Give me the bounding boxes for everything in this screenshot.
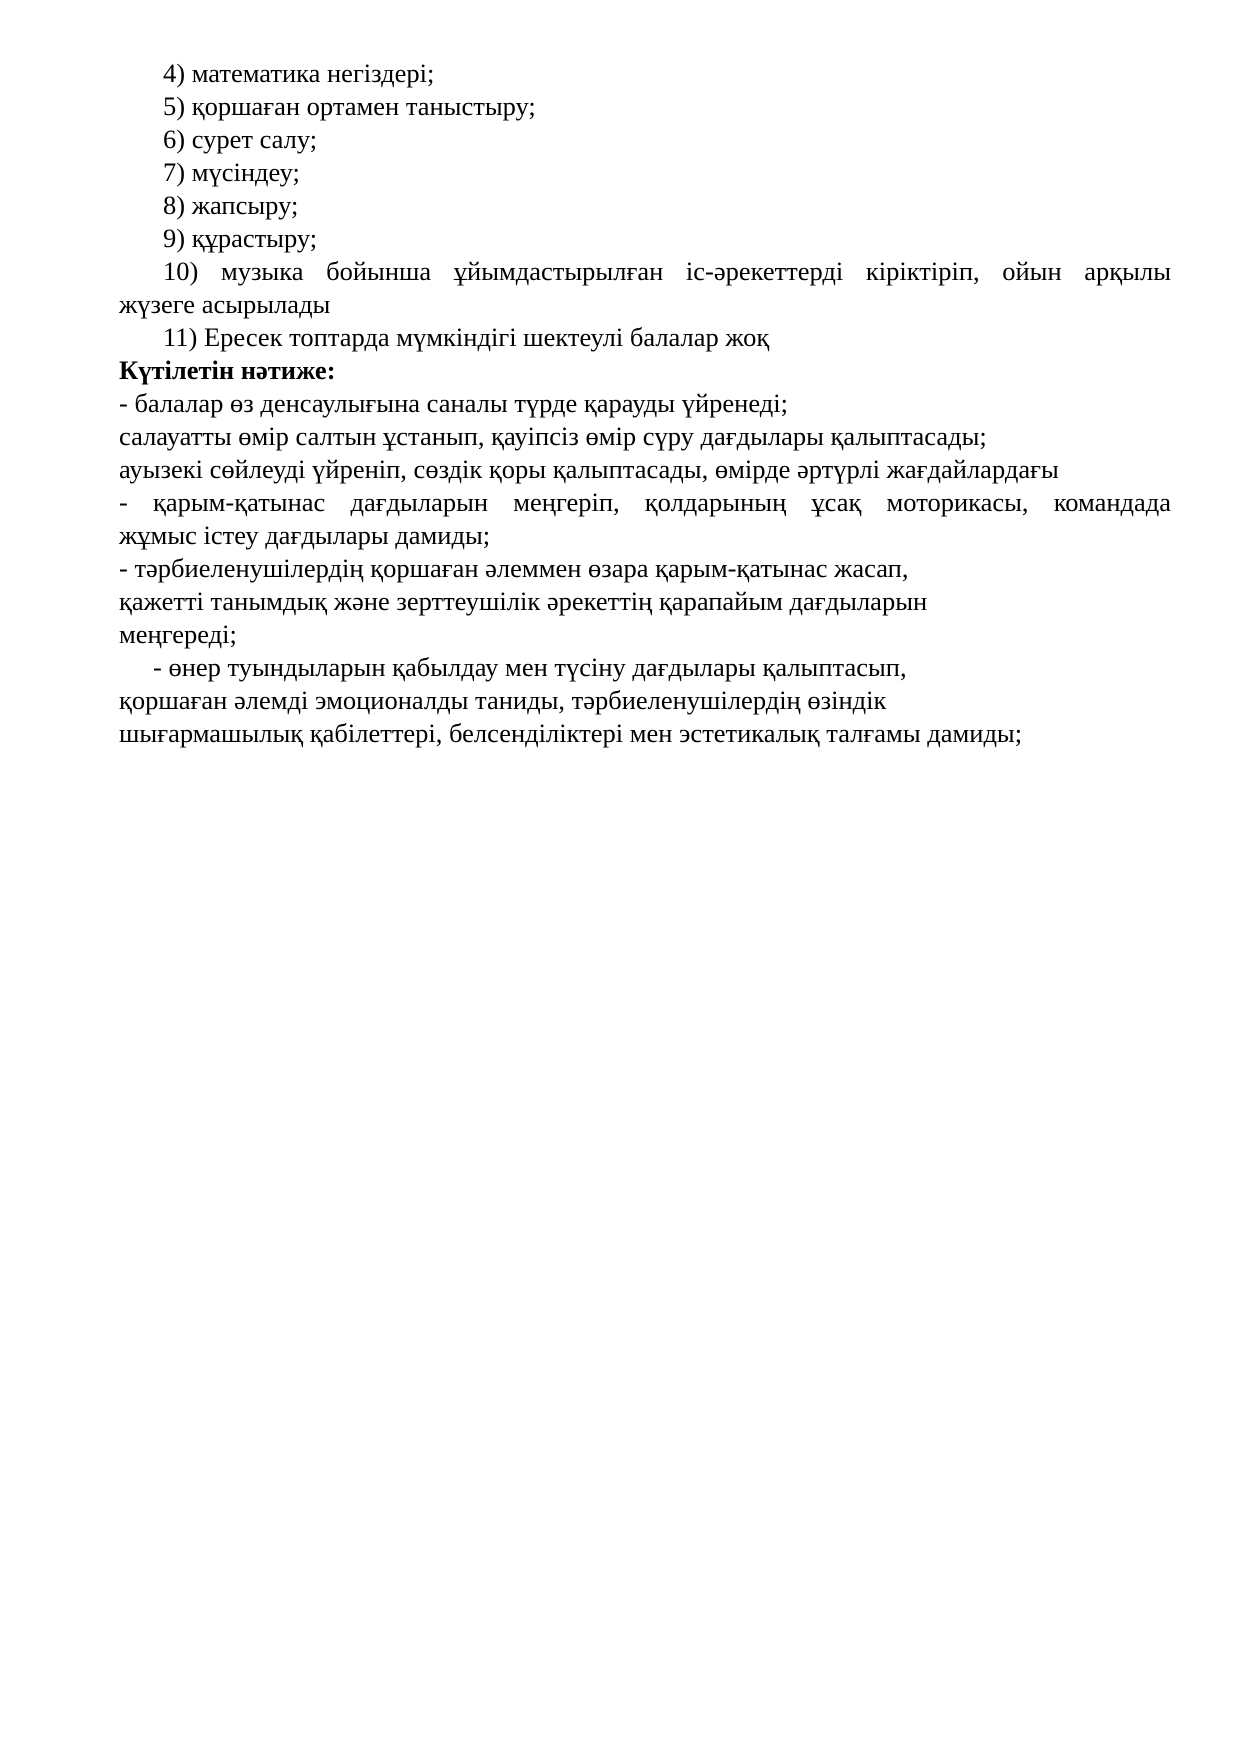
list-item: 7) мүсіндеу; [163, 157, 300, 187]
list-item: 9) құрастыру; [163, 223, 318, 253]
results-line: - тәрбиеленушілердің қоршаған әлеммен өзара қарым-қатынас жасап, [119, 553, 909, 583]
list-item: 6) сурет салу; [163, 124, 318, 154]
results-bullet-line: - өнер туындыларын қабылдау мен түсіну дағдылары қалыптасып, [153, 652, 907, 682]
document-page [119, 57, 1171, 750]
list-item-10-line1: 10) музыка бойынша ұйымдастырылған іс-әрекеттерді кіріктіріп, ойын арқылы [163, 256, 1171, 286]
results-line: меңгереді; [119, 619, 237, 649]
results-line: жұмыс істеу дағдылары дамиды; [119, 520, 491, 550]
list-item: 4) математика негіздері; [163, 58, 435, 88]
list-item: 5) қоршаған ортамен таныстыру; [163, 91, 536, 121]
results-line: қажетті танымдық және зерттеушілік әрекеттің қарапайым дағдыларын [119, 586, 928, 616]
results-line: қоршаған әлемді эмоционалды таниды, тәрбиеленушілердің өзіндік [119, 685, 887, 715]
results-line: ауызекі сөйлеуді үйреніп, сөздік қоры қалыптасады, өмірде әртүрлі жағдайлардағы [119, 454, 1059, 484]
list-item-10-line2: жүзеге асырылады [119, 289, 331, 319]
results-line: - балалар өз денсаулығына саналы түрде қарауды үйренеді; [119, 388, 788, 418]
list-item-11: 11) Ересек топтарда мүмкіндігі шектеулі балалар жоқ [163, 322, 770, 352]
results-line: салауатты өмір салтын ұстанып, қауіпсіз өмір сүру дағдылары қалыптасады; [119, 421, 987, 451]
list-item: 8) жапсыру; [163, 190, 299, 220]
results-line: шығармашылық қабілеттері, белсенділіктері мен эстетикалық талғамы дамиды; [119, 718, 1023, 748]
results-line-justified: - қарым-қатынас дағдыларын меңгеріп, қолдарының ұсақ моторикасы, командада [119, 487, 1171, 517]
results-heading: Күтілетін нәтиже: [119, 355, 336, 385]
